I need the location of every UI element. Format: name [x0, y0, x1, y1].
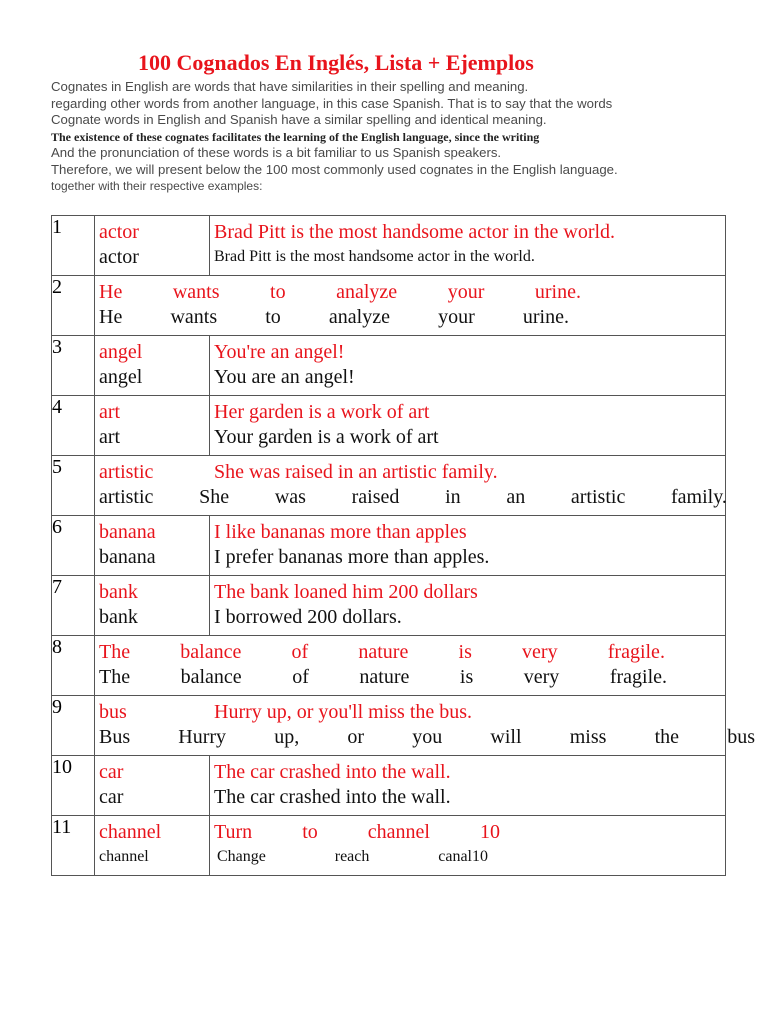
word-english: bus	[99, 701, 127, 723]
example-cell	[210, 756, 726, 816]
word-english: bank	[99, 581, 138, 603]
example-translation: You are an angel!	[214, 366, 355, 388]
row-number: 5	[52, 456, 95, 516]
word-translation: art	[99, 426, 121, 448]
sentence-cell	[95, 456, 726, 516]
row-number: 2	[52, 276, 95, 336]
example-english: The car crashed into the wall.	[214, 761, 451, 783]
word-english: banana	[99, 521, 156, 543]
example-english: You're an angel!	[214, 341, 345, 363]
example-english: He wants to analyze your urine.	[99, 281, 581, 303]
word-translation: car	[99, 786, 124, 808]
intro-line: regarding other words from another language, in this case Spanish. That is to say that the words	[51, 95, 613, 111]
row-number: 11	[52, 816, 95, 876]
word-cell	[95, 756, 210, 816]
table-row	[52, 516, 726, 576]
example-english: Her garden is a work of art	[214, 401, 430, 423]
row-number: 9	[52, 696, 95, 756]
example-cell	[210, 336, 726, 396]
row-number: 4	[52, 396, 95, 456]
row-number: 6	[52, 516, 95, 576]
intro-line: Cognate words in English and Spanish have a similar spelling and identical meaning.	[51, 112, 547, 127]
example-translation: Brad Pitt is the most handsome actor in the world.	[214, 248, 535, 265]
intro-line: Cognates in English are words that have similarities in their spelling and meaning.	[51, 79, 529, 94]
row-number: 10	[52, 756, 95, 816]
example-cell	[210, 396, 726, 456]
word-cell	[95, 816, 210, 876]
word-cell	[95, 576, 210, 636]
example-translation: The balance of nature is very fragile.	[99, 666, 667, 688]
row-number: 8	[52, 636, 95, 696]
word-translation: angel	[99, 366, 143, 388]
example-translation: Your garden is a work of art	[214, 426, 439, 448]
example-cell	[210, 216, 726, 276]
cognates-table	[51, 215, 755, 876]
word-cell	[95, 396, 210, 456]
table-row	[52, 336, 726, 396]
table-row	[52, 276, 726, 336]
word-cell	[95, 216, 210, 276]
example-english: Brad Pitt is the most handsome actor in the world.	[214, 221, 616, 243]
table-row	[52, 816, 726, 876]
intro-paragraph	[51, 79, 751, 195]
row-number: 1	[52, 216, 95, 276]
example-english: I like bananas more than apples	[214, 521, 467, 543]
intro-line: The existence of these cognates facilitates the learning of the English language, since the writing	[51, 129, 540, 144]
intro-line: And the pronunciation of these words is a bit familiar to us Spanish speakers.	[51, 145, 502, 160]
example-english: The balance of nature is very fragile.	[99, 641, 665, 663]
word-english: actor	[99, 221, 139, 243]
page-title: 100 Cognados En Inglés, Lista + Ejemplos	[138, 50, 534, 75]
table-row	[52, 636, 726, 696]
word-translation: channel	[99, 848, 149, 865]
example-translation: Change reach canal10	[217, 848, 488, 865]
row-number: 3	[52, 336, 95, 396]
word-english: angel	[99, 341, 143, 363]
intro-line: together with their respective examples:	[51, 179, 263, 193]
example-translation: Bus Hurry up, or you will miss the bus	[99, 726, 755, 748]
word-cell	[95, 516, 210, 576]
example-cell	[210, 576, 726, 636]
intro-line: Therefore, we will present below the 100 most commonly used cognates in the English language.	[51, 161, 618, 177]
word-translation: banana	[99, 546, 156, 568]
row-number: 7	[52, 576, 95, 636]
example-english: Hurry up, or you'll miss the bus.	[214, 701, 473, 723]
table-row	[52, 456, 726, 516]
word-translation: bank	[99, 606, 138, 628]
word-english: artistic	[99, 461, 154, 483]
table-row	[52, 696, 726, 756]
table-row	[52, 216, 726, 276]
sentence-cell	[95, 636, 726, 696]
example-english: She was raised in an artistic family.	[214, 461, 498, 483]
word-english: car	[99, 761, 124, 783]
example-translation: The car crashed into the wall.	[214, 786, 451, 808]
word-cell	[95, 336, 210, 396]
example-english: The bank loaned him 200 dollars	[214, 581, 478, 603]
example-translation: I borrowed 200 dollars.	[214, 606, 402, 628]
table-row	[52, 756, 726, 816]
example-cell	[210, 816, 726, 876]
word-translation: actor	[99, 246, 139, 268]
table-row	[52, 576, 726, 636]
example-english: Turn to channel 10	[214, 821, 500, 843]
example-cell	[210, 516, 726, 576]
sentence-cell	[95, 696, 755, 756]
table-row	[52, 396, 726, 456]
sentence-cell	[95, 276, 726, 336]
word-english: channel	[99, 821, 162, 843]
example-translation: I prefer bananas more than apples.	[214, 546, 490, 568]
example-translation: He wants to analyze your urine.	[99, 306, 569, 328]
word-english: art	[99, 401, 121, 423]
example-translation: artistic She was raised in an artistic family.	[99, 486, 727, 508]
